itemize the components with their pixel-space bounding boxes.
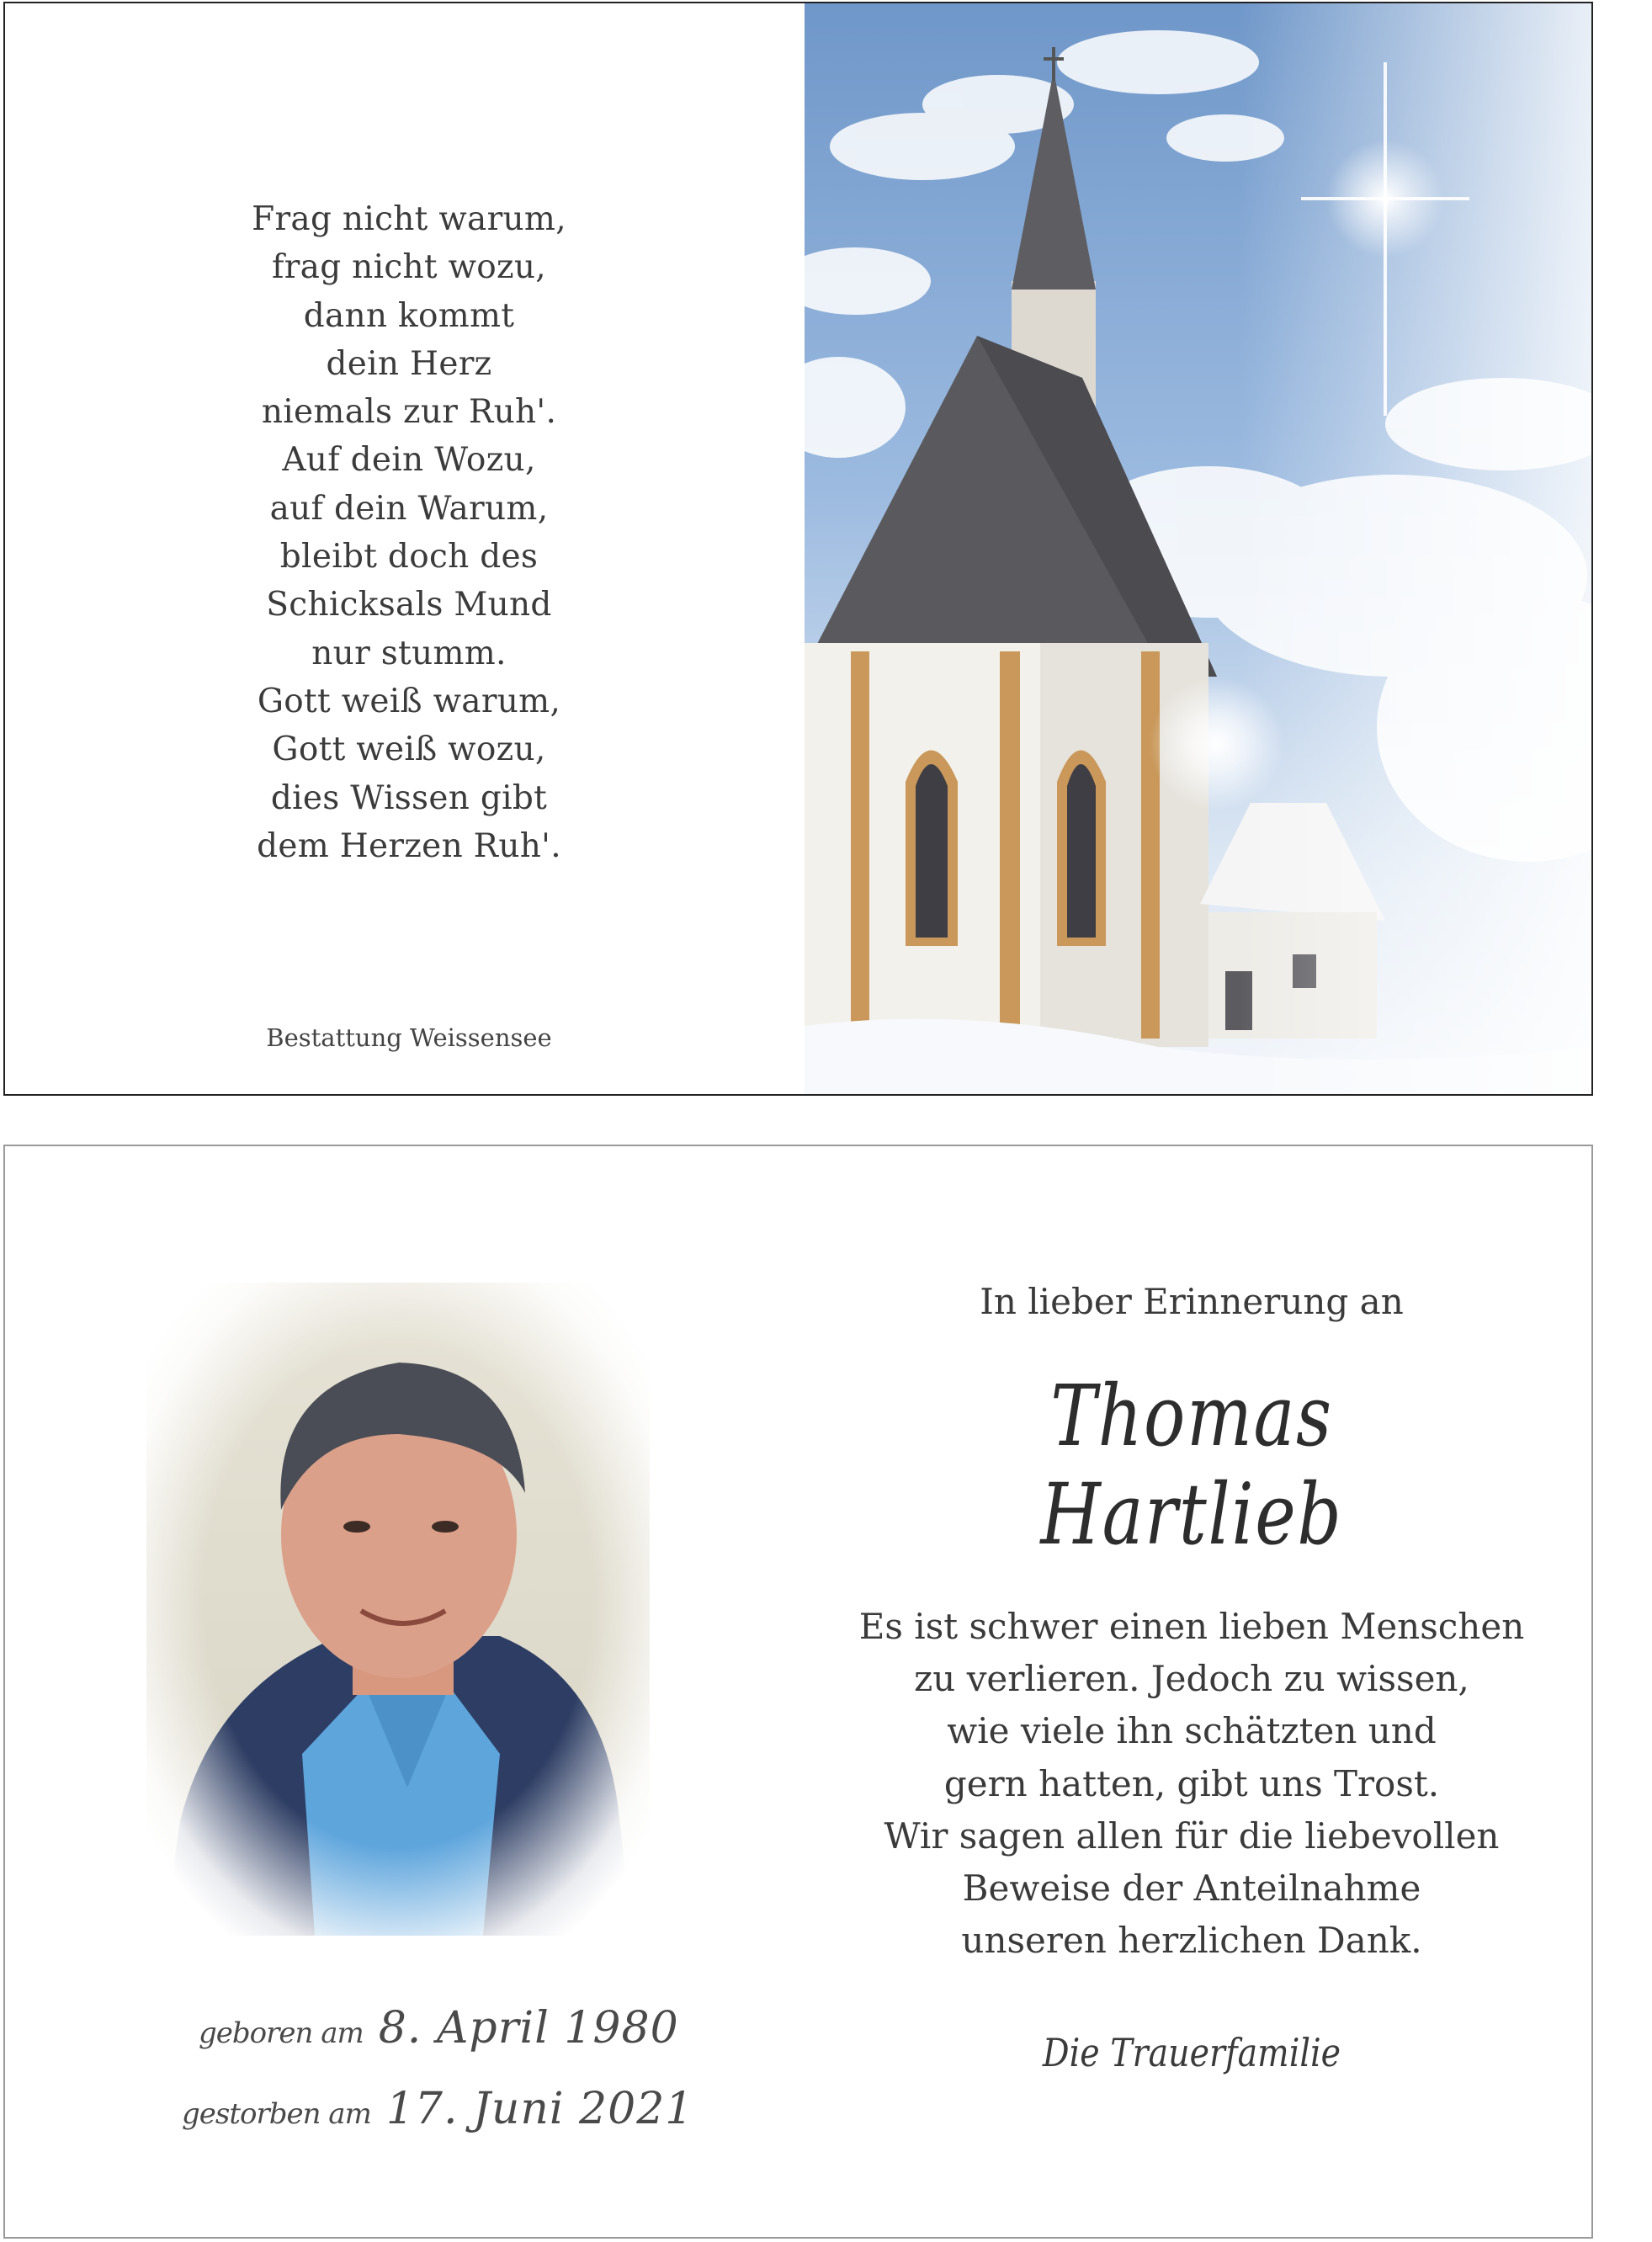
memory-heading: In lieber Erinnerung an — [980, 1281, 1404, 1322]
birth-date: 8. April 1980 — [378, 2003, 679, 2053]
poem — [39, 195, 779, 870]
thanks-line: Wir sagen allen für die liebevollen — [884, 1814, 1500, 1857]
poem-line: Frag nicht warum, — [252, 200, 566, 238]
portrait-photo — [146, 1283, 650, 1936]
death-row — [148, 2069, 694, 2149]
thanks-text — [830, 1601, 1554, 1967]
poem-line: niemals zur Ruh'. — [261, 393, 557, 432]
deceased-name: Thomas Hartlieb — [1040, 1367, 1343, 1564]
poem-line: Auf dein Wozu, — [282, 441, 536, 480]
poem-line: bleibt doch des — [279, 538, 539, 576]
poem-line: dann kommt — [303, 296, 515, 335]
poem-line: frag nicht wozu, — [271, 248, 547, 287]
thanks-line: gern hatten, gibt uns Trost. — [943, 1762, 1440, 1804]
birth-row — [148, 1988, 679, 2069]
thanks-line: Es ist schwer einen lieben Menschen — [858, 1606, 1525, 1647]
funeral-home-name: Bestattung Weissensee — [266, 1023, 552, 1052]
thanks-line: Beweise der Anteilnahme — [962, 1867, 1421, 1910]
poem-line: nur stumm. — [311, 634, 507, 672]
poem-line: Schicksals Mund — [266, 586, 552, 624]
life-dates — [148, 1988, 694, 2149]
poem-line: dein Herz — [326, 344, 492, 383]
front-card — [3, 2, 1593, 1096]
poem-line: dies Wissen gibt — [270, 778, 548, 817]
church-photo — [805, 3, 1593, 1096]
poem-line: Gott weiß wozu, — [272, 731, 546, 769]
inner-card — [3, 1145, 1593, 2239]
poem-line: dem Herzen Ruh'. — [257, 826, 561, 865]
death-label: gestorben am — [182, 2097, 371, 2131]
family-signature: Die Trauerfamilie — [1042, 2030, 1341, 2075]
death-date: 17. Juni 2021 — [385, 2084, 694, 2134]
poem-line: Gott weiß warum, — [257, 682, 561, 720]
thanks-line: unseren herzlichen Dank. — [961, 1920, 1422, 1962]
thanks-line: zu verlieren. Jedoch zu wissen, — [914, 1658, 1469, 1700]
poem-line: auf dein Warum, — [269, 489, 549, 528]
birth-label: geboren am — [199, 2016, 364, 2050]
thanks-line: wie viele ihn schätzten und — [947, 1710, 1437, 1752]
